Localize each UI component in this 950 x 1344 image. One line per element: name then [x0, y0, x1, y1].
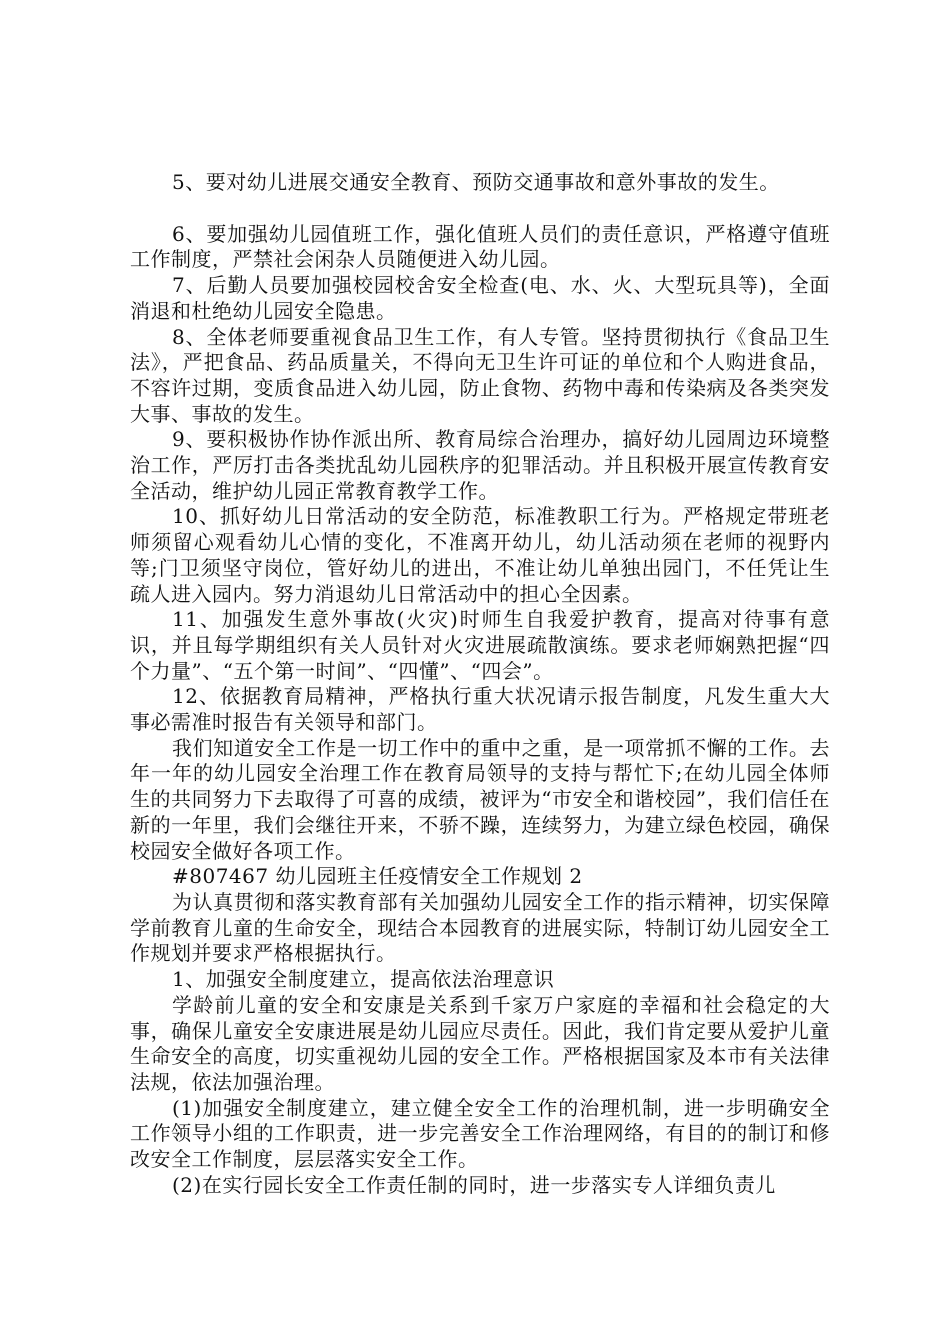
paragraph-item-12: 12、依据教育局精神，严格执行重大状况请示报告制度，凡发生重大大事必需准时报告有关领导和部门。 [130, 684, 830, 735]
paragraph-intro: 为认真贯彻和落实教育部有关加强幼儿园安全工作的指示精神，切实保障学前教育儿童的生命安全，现结合本园教育的进展实际，特制订幼儿园安全工作规划并要求严格根据执行。 [130, 889, 830, 966]
document-page [130, 170, 830, 1198]
paragraph-item-5: 5、要对幼儿进展交通安全教育、预防交通事故和意外事故的发生。 [172, 170, 780, 194]
paragraph-item-10: 10、抓好幼儿日常活动的安全防范，标准教职工行为。严格规定带班老师须留心观看幼儿心情的变化，不准离开幼儿，幼儿活动须在老师的视野内等;门卫须坚守岗位，管好幼儿的进出，不准让幼儿单独出园门，不任凭让生疏人进入园内。努力消退幼儿日常活动中的担心全因素。 [130, 504, 830, 606]
paragraph-item-1-2: (2)在实行园长安全工作责任制的同时，进一步落实专人详细负责儿 [172, 1172, 776, 1197]
paragraph-summary: 我们知道安全工作是一切工作中的重中之重，是一项常抓不懈的工作。去年一年的幼儿园安全治理工作在教育局领导的支持与帮忙下;在幼儿园全体师生的共同努力下去取得了可喜的成绩，被评为“市安全和谐校园”，我们信任在新的一年里，我们会继往开来，不骄不躁，连续努力，为建立绿色校园，确保校园安全做好各项工作。 [130, 735, 830, 863]
subsection-heading: 1、加强安全制度建立，提高依法治理意识 [172, 967, 555, 992]
section-heading: #807467 幼儿园班主任疫情安全工作规划 2 [172, 864, 583, 889]
paragraph-item-9: 9、要积极协作协作派出所、教育局综合治理办，搞好幼儿园周边环境整治工作，严厉打击各类扰乱幼儿园秩序的犯罪活动。并且积极开展宣传教育安全活动，维护幼儿园正常教育教学工作。 [130, 427, 830, 503]
paragraph-item-11: 11、加强发生意外事故(火灾)时师生自我爱护教育，提高对待事有意识，并且每学期组织有关人员针对火灾进展疏散演练。要求老师娴熟把握“四个力量”、“五个第一时间”、“四懂”、“四会”。 [130, 607, 830, 683]
paragraph-safety-importance: 学龄前儿童的安全和安康是关系到千家万户家庭的幸福和社会稳定的大事，确保儿童安全安康进展是幼儿园应尽责任。因此，我们肯定要从爱护儿童生命安全的高度，切实重视幼儿园的安全工作。严格根据国家及本市有关法律法规，依法加强治理。 [130, 992, 830, 1094]
paragraph-item-1-1: (1)加强安全制度建立，建立健全安全工作的治理机制，进一步明确安全工作领导小组的工作职责，进一步完善安全工作治理网络，有目的的制订和修改安全工作制度，层层落实安全工作。 [130, 1095, 830, 1172]
paragraph-item-7: 7、后勤人员要加强校园校舍安全检查(电、水、火、大型玩具等)，全面消退和杜绝幼儿园安全隐患。 [130, 273, 830, 323]
paragraph-item-6: 6、要加强幼儿园值班工作，强化值班人员们的责任意识，严格遵守值班工作制度，严禁社会闲杂人员随便进入幼儿园。 [130, 221, 830, 272]
paragraph-item-8: 8、全体老师要重视食品卫生工作，有人专管。坚持贯彻执行《食品卫生法》，严把食品、药品质量关，不得向无卫生许可证的单位和个人购进食品，不容许过期，变质食品进入幼儿园，防止食物、药物中毒和传染病及各类突发大事、事故的发生。 [130, 324, 830, 426]
